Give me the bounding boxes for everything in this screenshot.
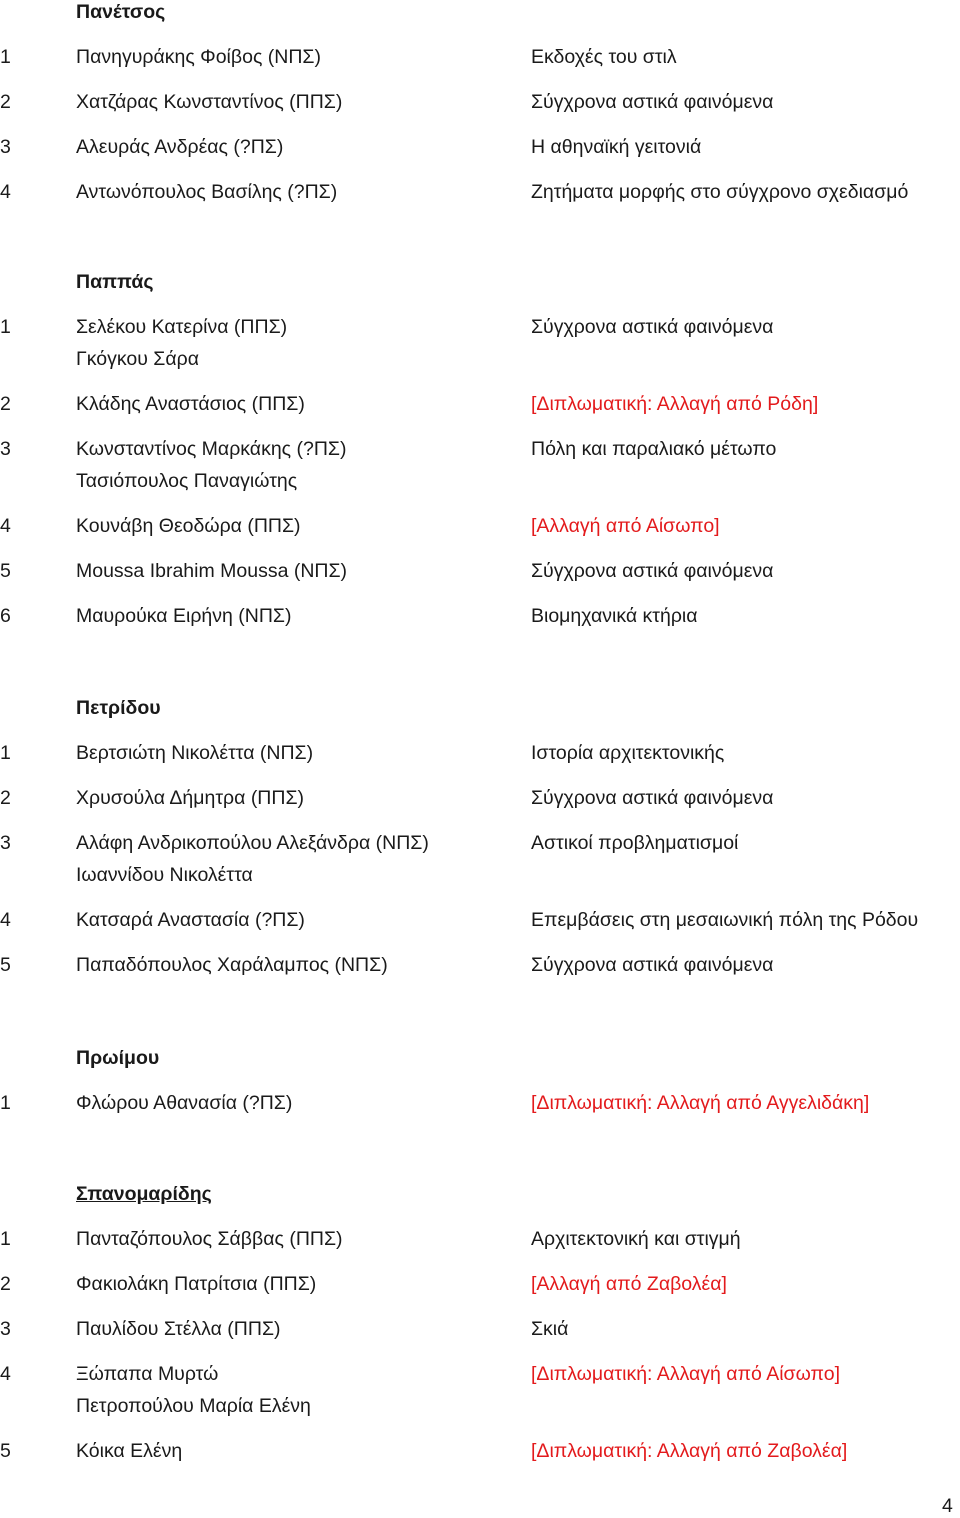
thesis-topic: Ιστορία αρχιτεκτονικής <box>531 742 725 764</box>
row-number: 6 <box>0 605 11 627</box>
student-name: Αλάφη Ανδρικοπούλου Αλεξάνδρα (ΝΠΣ) <box>76 832 429 854</box>
student-name: Κουνάβη Θεοδώρα (ΠΠΣ) <box>76 515 301 537</box>
page-number: 4 <box>942 1495 953 1517</box>
student-name: Σελέκου Κατερίνα (ΠΠΣ) <box>76 316 288 338</box>
thesis-topic: [Διπλωματική: Αλλαγή από Αγγελιδάκη] <box>531 1092 870 1114</box>
student-name: Γκόγκου Σάρα <box>76 348 199 370</box>
row-number: 4 <box>0 515 11 537</box>
student-name: Αλευράς Ανδρέας (?ΠΣ) <box>76 136 284 158</box>
section-heading: Παππάς <box>76 271 154 293</box>
thesis-topic: Επεμβάσεις στη μεσαιωνική πόλη της Ρόδου <box>531 909 919 931</box>
student-name: Κατσαρά Αναστασία (?ΠΣ) <box>76 909 305 931</box>
row-number: 2 <box>0 787 11 809</box>
student-name: Κόικα Ελένη <box>76 1440 183 1462</box>
row-number: 5 <box>0 954 11 976</box>
thesis-topic: Σύγχρονα αστικά φαινόμενα <box>531 91 774 113</box>
thesis-topic: Πόλη και παραλιακό μέτωπο <box>531 438 777 460</box>
thesis-topic: Σύγχρονα αστικά φαινόμενα <box>531 954 774 976</box>
student-name: Φλώρου Αθανασία (?ΠΣ) <box>76 1092 293 1114</box>
section-heading: Πετρίδου <box>76 697 161 719</box>
row-number: 4 <box>0 1363 11 1385</box>
student-name: Κλάδης Αναστάσιος (ΠΠΣ) <box>76 393 305 415</box>
thesis-topic: Ζητήματα μορφής στο σύγχρονο σχεδιασμό <box>531 181 909 203</box>
student-name: Χρυσούλα Δήμητρα (ΠΠΣ) <box>76 787 305 809</box>
row-number: 4 <box>0 909 11 931</box>
student-name: Πανταζόπουλος Σάββας (ΠΠΣ) <box>76 1228 343 1250</box>
row-number: 2 <box>0 393 11 415</box>
row-number: 2 <box>0 1273 11 1295</box>
thesis-topic: Η αθηναϊκή γειτονιά <box>531 136 702 158</box>
student-name: Χατζάρας Κωνσταντίνος (ΠΠΣ) <box>76 91 343 113</box>
thesis-topic: Αστικοί προβληματισμοί <box>531 832 739 854</box>
student-name: Πετροπούλου Μαρία Ελένη <box>76 1395 311 1417</box>
student-name: Βερτσιώτη Νικολέττα (ΝΠΣ) <box>76 742 314 764</box>
student-name: Παπαδόπουλος Χαράλαμπος (ΝΠΣ) <box>76 954 388 976</box>
student-name: Κωνσταντίνος Μαρκάκης (?ΠΣ) <box>76 438 347 460</box>
thesis-topic: [Αλλαγή από Αίσωπο] <box>531 515 720 537</box>
row-number: 5 <box>0 560 11 582</box>
row-number: 1 <box>0 316 11 338</box>
thesis-topic: [Αλλαγή από Ζαβολέα] <box>531 1273 727 1295</box>
thesis-topic: Σύγχρονα αστικά φαινόμενα <box>531 787 774 809</box>
student-name: Ξώπαπα Μυρτώ <box>76 1363 219 1385</box>
row-number: 4 <box>0 181 11 203</box>
student-name: Moussa Ibrahim Moussa (ΝΠΣ) <box>76 560 348 582</box>
row-number: 2 <box>0 91 11 113</box>
row-number: 3 <box>0 136 11 158</box>
thesis-topic: [Διπλωματική: Αλλαγή από Ζαβολέα] <box>531 1440 848 1462</box>
section-heading: Πανέτσος <box>76 1 166 23</box>
row-number: 1 <box>0 1092 11 1114</box>
row-number: 3 <box>0 438 11 460</box>
section-heading: Πρωίμου <box>76 1047 160 1069</box>
row-number: 1 <box>0 1228 11 1250</box>
thesis-topic: Αρχιτεκτονική και στιγμή <box>531 1228 741 1250</box>
row-number: 1 <box>0 742 11 764</box>
thesis-topic: Σκιά <box>531 1318 569 1340</box>
student-name: Φακιολάκη Πατρίτσια (ΠΠΣ) <box>76 1273 317 1295</box>
row-number: 3 <box>0 1318 11 1340</box>
row-number: 1 <box>0 46 11 68</box>
thesis-topic: Βιομηχανικά κτήρια <box>531 605 698 627</box>
row-number: 3 <box>0 832 11 854</box>
student-name: Αντωνόπουλος Βασίλης (?ΠΣ) <box>76 181 338 203</box>
student-name: Παυλίδου Στέλλα (ΠΠΣ) <box>76 1318 281 1340</box>
section-heading: Σπανομαρίδης <box>76 1183 212 1205</box>
student-name: Ιωαννίδου Νικολέττα <box>76 864 253 886</box>
student-name: Μαυρούκα Ειρήνη (ΝΠΣ) <box>76 605 292 627</box>
row-number: 5 <box>0 1440 11 1462</box>
thesis-topic: Σύγχρονα αστικά φαινόμενα <box>531 316 774 338</box>
thesis-topic: Σύγχρονα αστικά φαινόμενα <box>531 560 774 582</box>
thesis-topic: [Διπλωματική: Αλλαγή από Αίσωπο] <box>531 1363 840 1385</box>
thesis-topic: Εκδοχές του στιλ <box>531 46 677 68</box>
thesis-topic: [Διπλωματική: Αλλαγή από Ρόδη] <box>531 393 819 415</box>
student-name: Τασιόπουλος Παναγιώτης <box>76 470 298 492</box>
student-name: Πανηγυράκης Φοίβος (ΝΠΣ) <box>76 46 321 68</box>
